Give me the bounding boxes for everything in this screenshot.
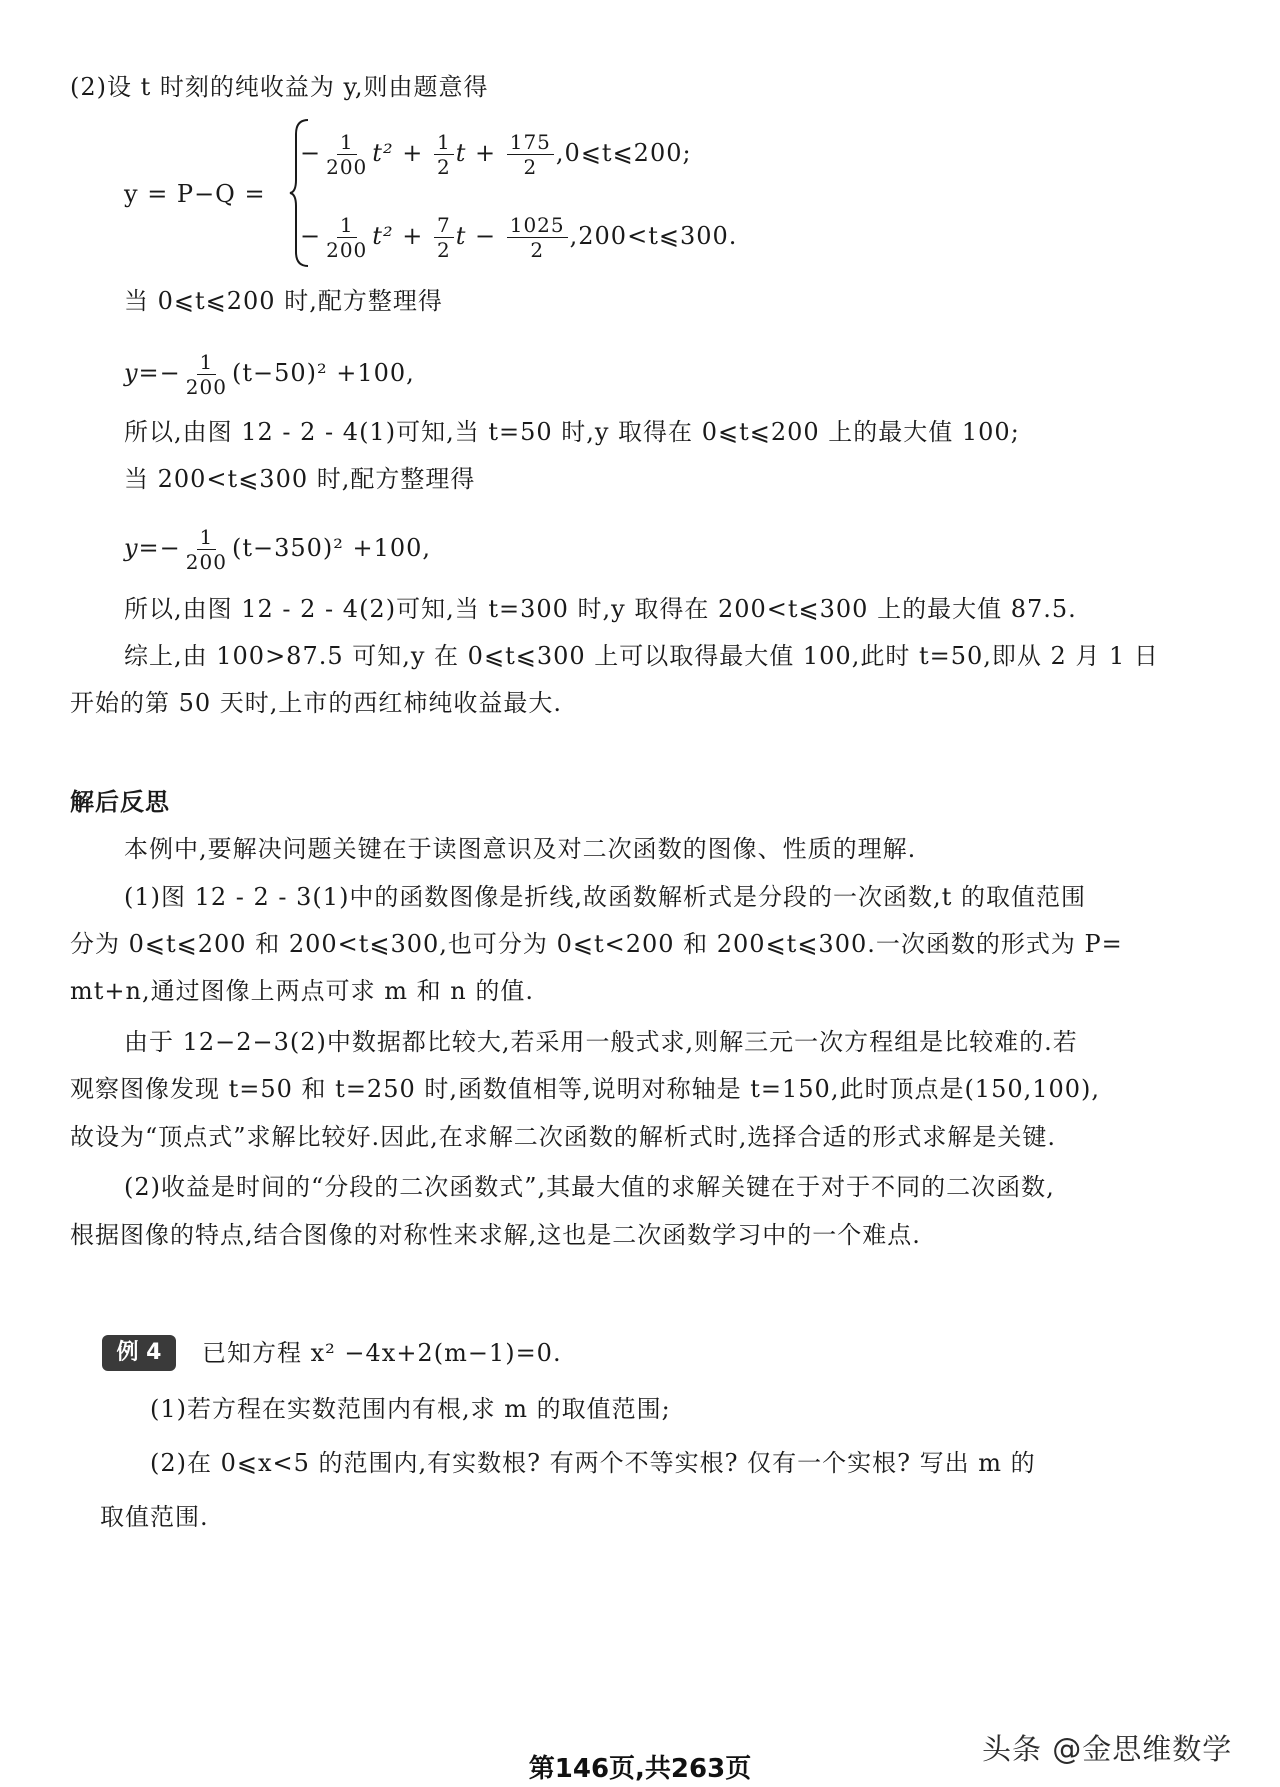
page-footer: 第146页,共263页 (528, 1754, 752, 1784)
summary-line-1: 综上,由 100>87.5 可知,y 在 0⩽t⩽300 上可以取得最大值 100,此时 t=50,即从 2 月 1 日 (124, 642, 1159, 670)
when-range-1: 当 0⩽t⩽200 时,配方整理得 (124, 287, 443, 315)
example-question-1: (1)若方程在实数范围内有根,求 m 的取值范围; (150, 1395, 671, 1423)
part2-intro: (2)设 t 时刻的纯收益为 y,则由题意得 (70, 73, 489, 101)
example-question-2-line2: 取值范围. (100, 1503, 209, 1531)
vertex-equation-1: y=− $\frac{1}{200}$ (t−50)² +100, (124, 350, 415, 399)
reflection-title: 解后反思 (70, 787, 170, 816)
piecewise-lhs: y = P−Q = (124, 180, 266, 208)
example-stem: 已知方程 x² −4x+2(m−1)=0. (202, 1339, 562, 1367)
vertex-equation-2: y=− $\frac{1}{200}$ (t−350)² +100, (124, 525, 432, 574)
piecewise-case-2: − $\frac{1}{200}$ t² + $\frac{7}{2}$ t − $\frac{1025}{2}$ ,200<t⩽300. (300, 213, 738, 262)
watermark: 头条 @金思维数学 (982, 1732, 1233, 1766)
when-range-2: 当 200<t⩽300 时,配方整理得 (124, 465, 476, 493)
reflection-p4-line2: 根据图像的特点,结合图像的对称性来求解,这也是二次函数学习中的一个难点. (70, 1221, 921, 1249)
reflection-p3-line3: 故设为“顶点式”求解比较好.因此,在求解二次函数的解析式时,选择合适的形式求解是关键. (70, 1123, 1057, 1151)
reflection-p3-line2: 观察图像发现 t=50 和 t=250 时,函数值相等,说明对称轴是 t=150,此时顶点是(150,100), (70, 1075, 1101, 1103)
summary-line-2: 开始的第 50 天时,上市的西红柿纯收益最大. (70, 689, 563, 717)
example-question-2-line1: (2)在 0⩽x<5 的范围内,有实数根? 有两个不等实根? 仅有一个实根? 写出 m 的 (150, 1449, 1036, 1477)
conclusion-2: 所以,由图 12 - 2 - 4(2)可知,当 t=300 时,y 取得在 200<t⩽300 上的最大值 87.5. (124, 595, 1077, 623)
reflection-p2-line3: mt+n,通过图像上两点可求 m 和 n 的值. (70, 977, 534, 1005)
conclusion-1: 所以,由图 12 - 2 - 4(1)可知,当 t=50 时,y 取得在 0⩽t⩽200 上的最大值 100; (124, 418, 1020, 446)
reflection-p2-line2: 分为 0⩽t⩽200 和 200<t⩽300,也可分为 0⩽t<200 和 200⩽t⩽300.一次函数的形式为 P= (70, 930, 1123, 958)
example-badge: 例 4 (102, 1335, 176, 1371)
reflection-p1: 本例中,要解决问题关键在于读图意识及对二次函数的图像、性质的理解. (124, 835, 917, 863)
reflection-p4-line1: (2)收益是时间的“分段的二次函数式”,其最大值的求解关键在于对于不同的二次函数, (124, 1173, 1055, 1201)
reflection-p3-line1: 由于 12−2−3(2)中数据都比较大,若采用一般式求,则解三元一次方程组是比较难的.若 (124, 1028, 1078, 1056)
piecewise-case-1: − $\frac{1}{200}$ t² + $\frac{1}{2}$ t + $\frac{175}{2}$ ,0⩽t⩽200; (300, 130, 692, 179)
reflection-p2-line1: (1)图 12 - 2 - 3(1)中的函数图像是折线,故函数解析式是分段的一次函数,t 的取值范围 (124, 883, 1086, 911)
